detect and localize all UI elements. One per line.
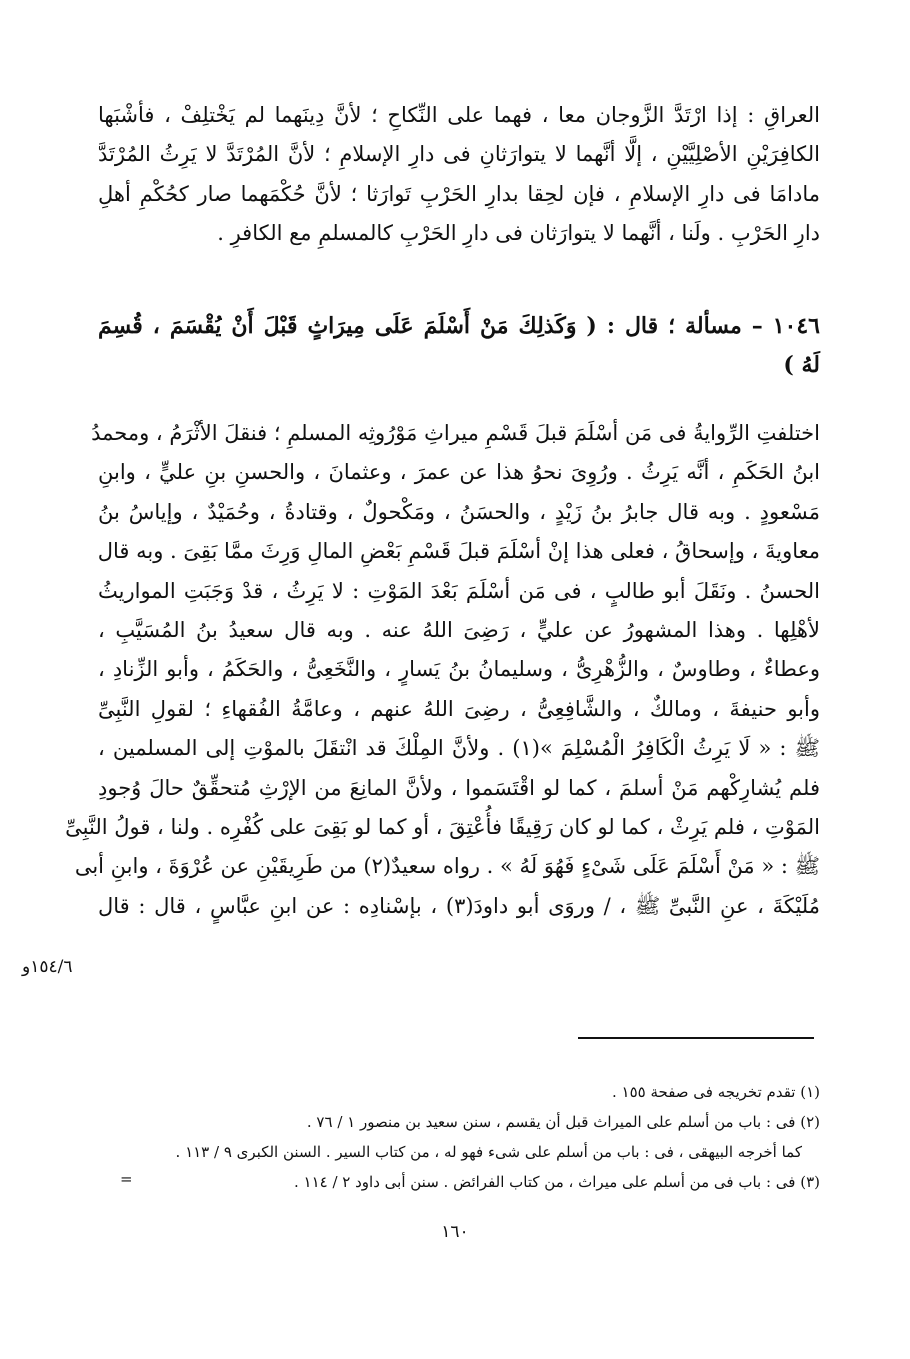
- text-line: المَوْتِ ، فلم يَرِثْ ، كما لو كان رَقِيقًا فأُعْتِقَ ، أو كما لو بَقِىَ على كُفْرِه . ولنا ، قولُ النَّبِىِّ: [65, 814, 820, 839]
- text-line: وأبو حنيفةَ ، ومالكٌ ، والشَّافِعِىُّ ، رضِىَ اللهُ عنهم ، وعامَّةُ الفُقهاءِ ؛ لقولِ النَّبِىِّ: [98, 696, 820, 721]
- text-line: اختلفتِ الرِّوايةُ فى مَن أسْلَمَ قبلَ قَسْمِ ميراثِ مَوْرُوثِه المسلمِ ؛ فنقلَ الأثْرَمُ ، ومحمدُ: [91, 421, 820, 445]
- footnotes: [98, 1077, 820, 1197]
- heading-line: لَهُ ): [783, 352, 820, 379]
- text-line: معاويةَ ، وإسحاقُ ، فعلى هذا إنْ أسْلَمَ قبلَ قَسْمِ بَعْضِ المالِ وَرِثَ ممَّا بَقِىَ . وبه قال: [97, 539, 820, 564]
- mas-ala-heading: [98, 307, 820, 386]
- footnote: (٢) فى : باب من أسلم على الميراث قبل أن يقسم ، سنن سعيد بن منصور ١ / ٧٦ .: [306, 1113, 820, 1131]
- text-line: مادامَا فى دارِ الإسلامِ ، فإن لحِقا بدارِ الحَرْبِ تَوارَثا ؛ لأنَّ حُكْمَهما صار كحُكْمِ أهلِ: [98, 181, 820, 206]
- margin-folio-note: ١٥٤/٦و: [22, 957, 73, 977]
- text-line: مُلَيْكَةَ ، عنِ النَّبىِّ ﷺ ، / وروَى أبو داودَ(٣) ، بإسْنادِه : عن ابنِ عبَّاسٍ ، قال : قال: [98, 893, 820, 918]
- text-line: ابنُ الحَكَمِ ، أنَّه يَرِثُ . ورُوِىَ نحوُ هذا عن عمرَ ، وعثمانَ ، والحسنِ بنِ عليٍّ ، وابنِ: [98, 460, 820, 485]
- text-line: دارِ الحَرْبِ . ولَنا ، أنَّهما لا يتوارَثان فى دارِ الحَرْبِ كالمسلمِ مع الكافرِ .: [217, 221, 820, 246]
- text-line: مَسْعودٍ . وبه قال جابرُ بنُ زَيْدٍ ، والحسَنُ ، ومَكْحولٌ ، وقتادةُ ، وحُمَيْدٌ ، وإياسُ بنُ: [98, 499, 820, 524]
- page-number: ١٦٠: [441, 1222, 469, 1242]
- footnote: (٣) فى : باب فى من أسلم على ميراث ، من كتاب الفرائض . سنن أبى داود ٢ / ١١٤ .: [293, 1173, 820, 1191]
- footnote-continuation-mark: =: [120, 1170, 133, 1188]
- footnote: (١) تقدم تخريجه فى صفحة ١٥٥ .: [611, 1083, 820, 1101]
- text-line: العراقِ : إذا ارْتَدَّ الزَّوجان معا ، فهما على النِّكاحِ ؛ لأنَّ دِينَهما لم يَخْتلِفْ ، فأشْبَها: [98, 103, 820, 127]
- footnote-separator: [578, 1037, 814, 1039]
- text-line: الكافِرَيْنِ الأصْلِيَّيْنِ ، إلَّا أنَّهما لا يتوارَثانِ فى دارِ الإسلامِ ؛ لأنَّ المُرْتَدَّ لا يَرِثُ المُرْتَدَّ: [98, 142, 820, 167]
- text-line: وعطاءٌ ، وطاوسٌ ، والزُّهْرِىُّ ، وسليمانُ بنُ يَسارٍ ، والنَّخَعِىُّ ، والحَكَمُ ، وأبو الزِّنادِ ،: [98, 657, 820, 682]
- text-line: فلم يُشارِكْهم مَنْ أسلمَ ، كما لو اقْتَسَموا ، ولأنَّ المانِعَ من الإرْثِ مُتحقِّقٌ حالَ وُجودِ: [98, 775, 820, 800]
- text-line: ﷺ : « مَنْ أَسْلَمَ عَلَى شَىْءٍ فَهُوَ لَهُ » . رواه سعيدٌ(٢) من طَرِيقَيْنِ عن عُرْوَةَ ، وابنِ أبى: [74, 854, 820, 879]
- intro-paragraph: [98, 96, 820, 254]
- main-paragraph: [65, 414, 820, 926]
- text-line: لأهْلِها . وهذا المشهورُ عن عليٍّ ، رَضِىَ اللهُ عنه . وبه قال سعيدُ بنُ المُسَيَّبِ ،: [98, 617, 820, 642]
- text-line: ﷺ : « لَا يَرِثُ الْكَافِرُ الْمُسْلِمَ »(١) . ولأنَّ المِلْكَ قد انْتقَلَ بالموْتِ إلى المسلمين ،: [98, 736, 820, 761]
- text-line: الحسنُ . ونَقَلَ أبو طالبٍ ، فى مَن أسْلَمَ بَعْدَ المَوْتِ : لا يَرِثُ ، قدْ وَجَبَتِ المواريثُ: [98, 578, 820, 603]
- footnote: كما أخرجه البيهقى ، فى : باب من أسلم على شىء فهو له ، من كتاب السير . السنن الكبرى ٩ / ١١٣ .: [175, 1143, 802, 1161]
- heading-line: ١٠٤٦ – مسألة ؛ قال : ( وَكَذلِكَ مَنْ أَسْلَمَ عَلَى مِيرَاثٍ قَبْلَ أَنْ يُقْسَمَ ، قُسِمَ: [98, 313, 820, 339]
